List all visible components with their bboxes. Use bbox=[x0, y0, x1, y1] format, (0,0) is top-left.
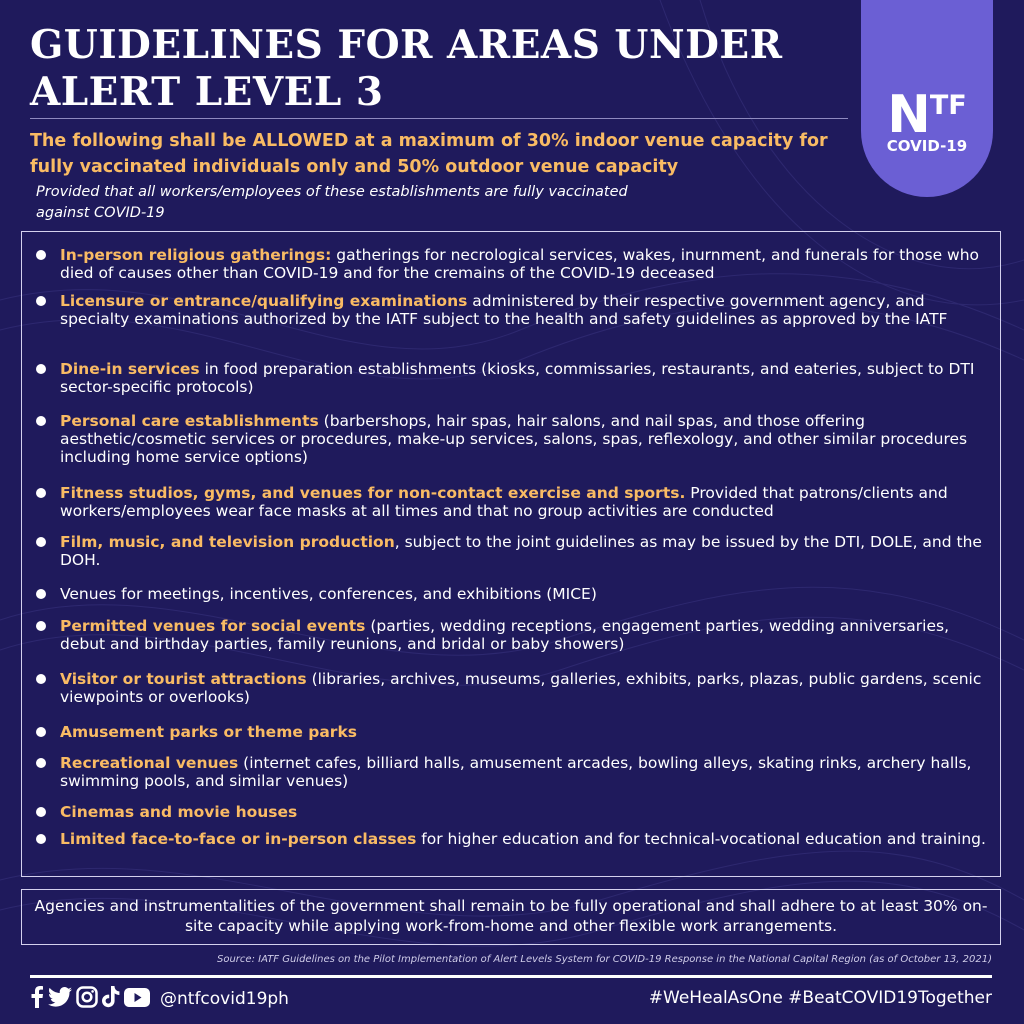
social-handle[interactable]: @ntfcovid19ph bbox=[160, 989, 289, 1009]
hashtags: #WeHealAsOne #BeatCOVID19Together bbox=[648, 988, 992, 1008]
bullet-icon bbox=[36, 537, 46, 547]
bullet-icon bbox=[36, 488, 46, 498]
title-line-1: GUIDELINES FOR AREAS UNDER bbox=[30, 22, 783, 68]
bullet-icon bbox=[36, 727, 46, 737]
provided-note: Provided that all workers/employees of these establishments are fully vaccinated against COVID-19 bbox=[36, 184, 628, 221]
list-item: Film, music, and television production, subject to the joint guidelines as may be issued by the DTI, DOLE, and the DOH. bbox=[60, 533, 998, 569]
list-item: Recreational venues (internet cafes, billiard halls, amusement arcades, bowling alleys, skating rinks, archery halls, swimming pools, and similar venues) bbox=[60, 754, 998, 790]
list-item: Venues for meetings, incentives, conferences, and exhibitions (MICE) bbox=[60, 585, 998, 603]
bullet-icon bbox=[36, 250, 46, 260]
page-title bbox=[30, 22, 783, 116]
bullet-icon bbox=[36, 589, 46, 599]
bullet-icon bbox=[36, 296, 46, 306]
list-item: Cinemas and movie houses bbox=[60, 803, 998, 821]
agency-notice bbox=[21, 889, 1001, 945]
list-item: Licensure or entrance/qualifying examinations administered by their respective government agency, and specialty examinations authorized by the IATF subject to the health and safety guidelines as approved by the IATF bbox=[60, 292, 998, 328]
bullet-icon bbox=[36, 807, 46, 817]
bullet-icon bbox=[36, 758, 46, 768]
allowed-activities-list bbox=[21, 231, 1001, 877]
bullet-icon bbox=[36, 674, 46, 684]
social-links bbox=[30, 987, 289, 1011]
footer-divider bbox=[30, 975, 992, 978]
bullet-icon bbox=[36, 621, 46, 631]
badge-subtitle: COVID-19 bbox=[886, 137, 968, 155]
instagram-icon[interactable] bbox=[76, 986, 98, 1012]
list-item: Fitness studios, gyms, and venues for non-contact exercise and sports. Provided that patrons/clients and workers/employees wear face masks at all times and that no group activities are conducted bbox=[60, 484, 998, 520]
list-item: Personal care establishments (barbershops, hair spas, hair salons, and nail spas, and those offering aesthetic/cosmetic services or procedures, make-up services, salons, spas, reflexology, and other similar procedures including home service options) bbox=[60, 412, 998, 466]
bullet-icon bbox=[36, 364, 46, 374]
facebook-icon[interactable] bbox=[30, 986, 44, 1012]
bullet-icon bbox=[36, 834, 46, 844]
ntf-logo: $N^{TF}$ bbox=[887, 85, 967, 145]
ntf-covid19-badge bbox=[861, 0, 993, 197]
title-divider bbox=[30, 118, 848, 119]
list-item: Visitor or tourist attractions (libraries, archives, museums, galleries, exhibits, parks, plazas, public gardens, scenic viewpoints or overlooks) bbox=[60, 670, 998, 706]
list-item: In-person religious gatherings: gatherings for necrological services, wakes, inurnment, and funerals for those who died of causes other than COVID-19 and for the cremains of the COVID-19 deceased bbox=[60, 246, 998, 282]
title-line-2: ALERT LEVEL 3 bbox=[30, 69, 384, 115]
allowed-statement: The following shall be ALLOWED at a maximum of 30% indoor venue capacity for fully vaccinated individuals only and 50% outdoor venue capacity bbox=[30, 131, 828, 177]
bullet-icon bbox=[36, 416, 46, 426]
tiktok-icon[interactable] bbox=[102, 986, 120, 1012]
list-item: Amusement parks or theme parks bbox=[60, 723, 998, 741]
list-item: Limited face-to-face or in-person classes for higher education and for technical-vocational education and training. bbox=[60, 830, 998, 848]
list-item: Permitted venues for social events (parties, wedding receptions, engagement parties, wedding anniversaries, debut and birthday parties, family reunions, and bridal or baby showers) bbox=[60, 617, 998, 653]
source-citation: Source: IATF Guidelines on the Pilot Implementation of Alert Levels System for COVID-19 Response in the National Capital Region (as of October 13, 2021) bbox=[217, 954, 992, 965]
list-item: Dine-in services in food preparation establishments (kiosks, commissaries, restaurants, and eateries, subject to DTI sector-specific protocols) bbox=[60, 360, 998, 396]
agency-text: Agencies and instrumentalities of the government shall remain to be fully operational and shall adhere to at least 30% on-site capacity while applying work-from-home and other flexible work arrangements. bbox=[34, 897, 988, 935]
twitter-icon[interactable] bbox=[48, 987, 72, 1011]
youtube-icon[interactable] bbox=[124, 988, 150, 1011]
